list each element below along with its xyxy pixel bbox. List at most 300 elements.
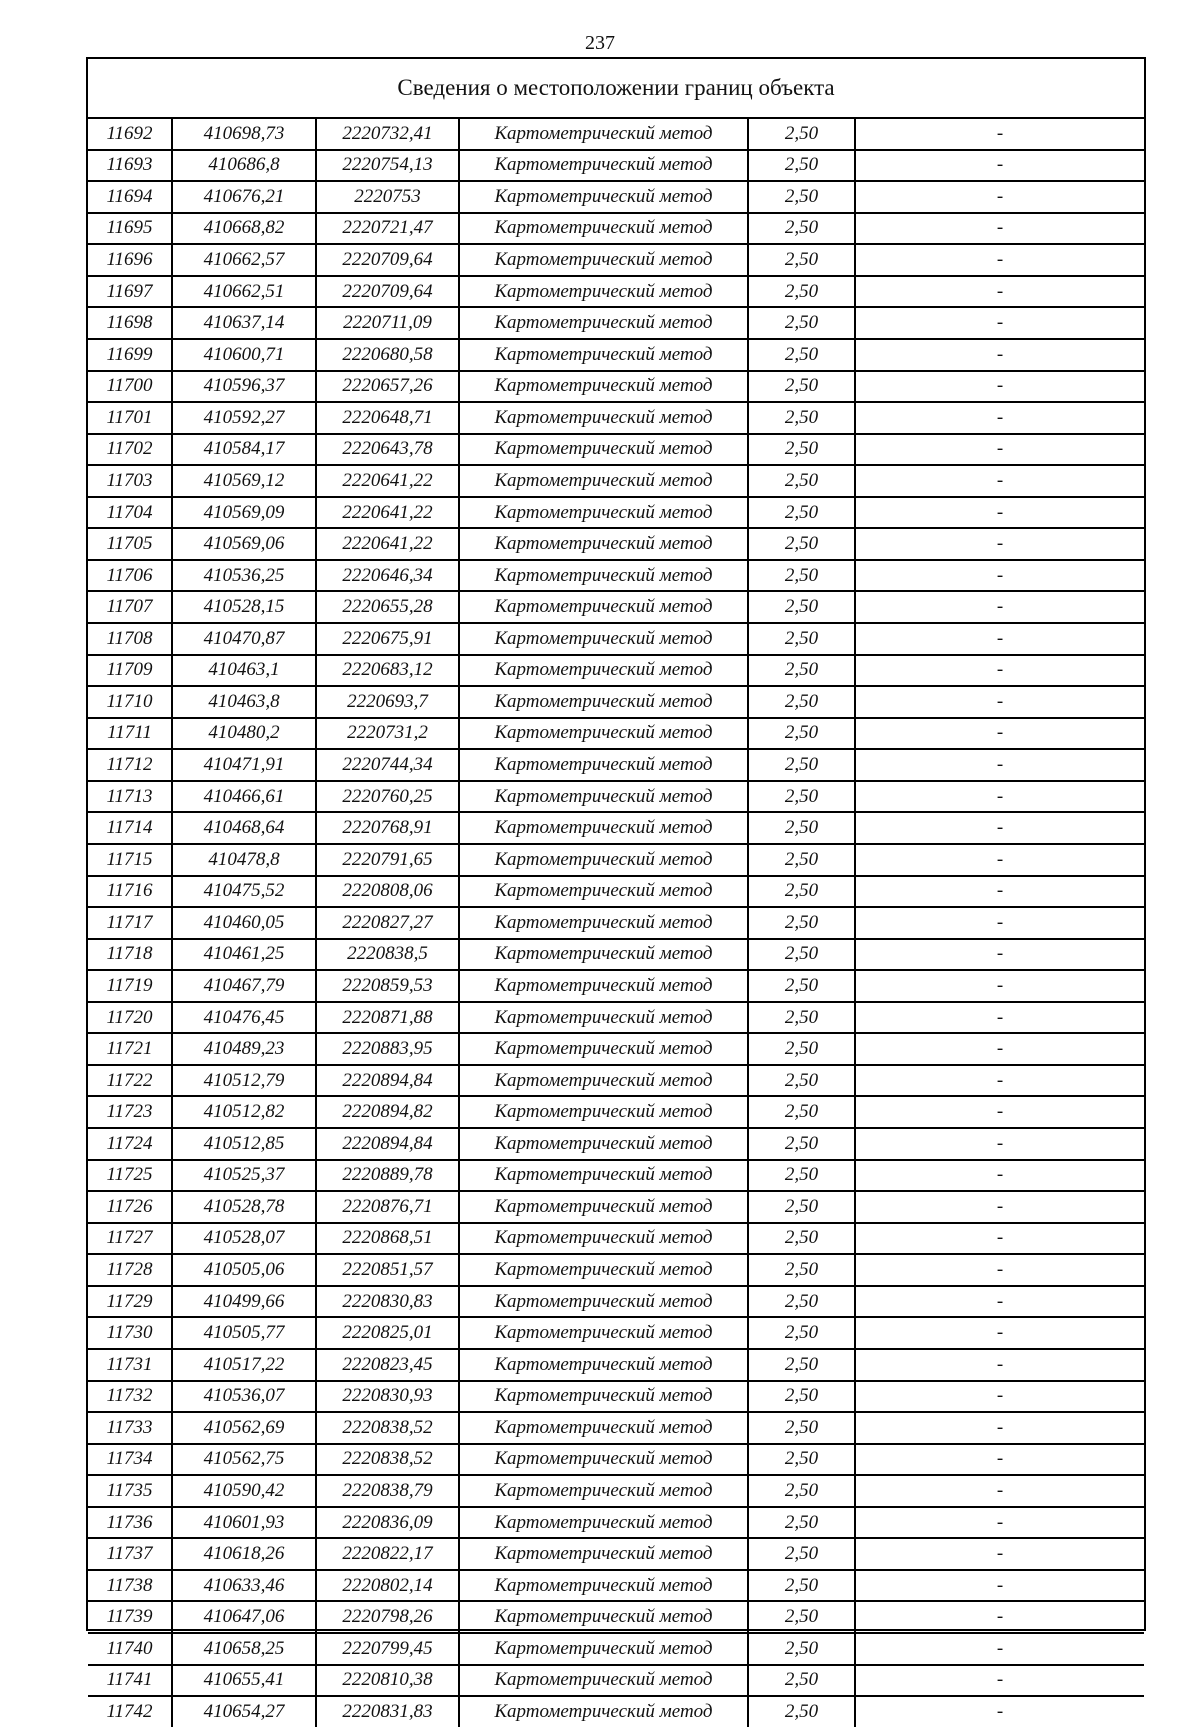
accuracy-cell: 2,50 bbox=[748, 119, 855, 150]
description-cell: - bbox=[855, 371, 1144, 403]
point-number-cell: 11693 bbox=[88, 150, 172, 182]
method-cell: Картометрический метод bbox=[459, 686, 748, 718]
method-cell: Картометрический метод bbox=[459, 623, 748, 655]
y-coordinate-cell: 2220851,57 bbox=[316, 1254, 459, 1286]
point-number-cell: 11742 bbox=[88, 1696, 172, 1727]
accuracy-cell: 2,50 bbox=[748, 907, 855, 939]
point-number-cell: 11711 bbox=[88, 718, 172, 750]
method-cell: Картометрический метод bbox=[459, 528, 748, 560]
x-coordinate-cell: 410499,66 bbox=[172, 1286, 316, 1318]
x-coordinate-cell: 410512,79 bbox=[172, 1065, 316, 1097]
method-cell: Картометрический метод bbox=[459, 812, 748, 844]
method-cell: Картометрический метод bbox=[459, 1538, 748, 1570]
method-cell: Картометрический метод bbox=[459, 718, 748, 750]
method-cell: Картометрический метод bbox=[459, 1349, 748, 1381]
coordinates-sheet bbox=[86, 57, 1146, 1722]
table-row bbox=[88, 1191, 1144, 1223]
description-cell: - bbox=[855, 655, 1144, 687]
description-cell: - bbox=[855, 402, 1144, 434]
accuracy-cell: 2,50 bbox=[748, 844, 855, 876]
y-coordinate-cell: 2220693,7 bbox=[316, 686, 459, 718]
x-coordinate-cell: 410562,69 bbox=[172, 1412, 316, 1444]
y-coordinate-cell: 2220838,5 bbox=[316, 939, 459, 971]
description-cell: - bbox=[855, 1507, 1144, 1539]
y-coordinate-cell: 2220791,65 bbox=[316, 844, 459, 876]
accuracy-cell: 2,50 bbox=[748, 276, 855, 308]
method-cell: Картометрический метод bbox=[459, 844, 748, 876]
method-cell: Картометрический метод bbox=[459, 907, 748, 939]
table-row bbox=[88, 150, 1144, 182]
accuracy-cell: 2,50 bbox=[748, 812, 855, 844]
point-number-cell: 11737 bbox=[88, 1538, 172, 1570]
x-coordinate-cell: 410505,06 bbox=[172, 1254, 316, 1286]
x-coordinate-cell: 410480,2 bbox=[172, 718, 316, 750]
description-cell: - bbox=[855, 1633, 1144, 1665]
method-cell: Картометрический метод bbox=[459, 1412, 748, 1444]
method-cell: Картометрический метод bbox=[459, 1065, 748, 1097]
x-coordinate-cell: 410460,05 bbox=[172, 907, 316, 939]
table-row bbox=[88, 371, 1144, 403]
x-coordinate-cell: 410528,15 bbox=[172, 591, 316, 623]
accuracy-cell: 2,50 bbox=[748, 876, 855, 908]
point-number-cell: 11735 bbox=[88, 1475, 172, 1507]
y-coordinate-cell: 2220641,22 bbox=[316, 497, 459, 529]
description-cell: - bbox=[855, 465, 1144, 497]
point-number-cell: 11726 bbox=[88, 1191, 172, 1223]
table-row bbox=[88, 1033, 1144, 1065]
x-coordinate-cell: 410463,8 bbox=[172, 686, 316, 718]
description-cell: - bbox=[855, 213, 1144, 245]
point-number-cell: 11715 bbox=[88, 844, 172, 876]
y-coordinate-cell: 2220655,28 bbox=[316, 591, 459, 623]
accuracy-cell: 2,50 bbox=[748, 497, 855, 529]
description-cell: - bbox=[855, 1065, 1144, 1097]
table-row bbox=[88, 1381, 1144, 1413]
accuracy-cell: 2,50 bbox=[748, 1191, 855, 1223]
y-coordinate-cell: 2220744,34 bbox=[316, 749, 459, 781]
point-number-cell: 11725 bbox=[88, 1160, 172, 1192]
y-coordinate-cell: 2220646,34 bbox=[316, 560, 459, 592]
accuracy-cell: 2,50 bbox=[748, 1538, 855, 1570]
point-number-cell: 11718 bbox=[88, 939, 172, 971]
point-number-cell: 11699 bbox=[88, 339, 172, 371]
y-coordinate-cell: 2220641,22 bbox=[316, 528, 459, 560]
description-cell: - bbox=[855, 623, 1144, 655]
description-cell: - bbox=[855, 718, 1144, 750]
method-cell: Картометрический метод bbox=[459, 939, 748, 971]
x-coordinate-cell: 410633,46 bbox=[172, 1570, 316, 1602]
y-coordinate-cell: 2220680,58 bbox=[316, 339, 459, 371]
y-coordinate-cell: 2220648,71 bbox=[316, 402, 459, 434]
x-coordinate-cell: 410467,79 bbox=[172, 970, 316, 1002]
accuracy-cell: 2,50 bbox=[748, 1317, 855, 1349]
description-cell: - bbox=[855, 876, 1144, 908]
x-coordinate-cell: 410698,73 bbox=[172, 119, 316, 150]
point-number-cell: 11719 bbox=[88, 970, 172, 1002]
accuracy-cell: 2,50 bbox=[748, 465, 855, 497]
accuracy-cell: 2,50 bbox=[748, 655, 855, 687]
table-row bbox=[88, 1412, 1144, 1444]
point-number-cell: 11730 bbox=[88, 1317, 172, 1349]
method-cell: Картометрический метод bbox=[459, 402, 748, 434]
accuracy-cell: 2,50 bbox=[748, 339, 855, 371]
point-number-cell: 11695 bbox=[88, 213, 172, 245]
accuracy-cell: 2,50 bbox=[748, 1254, 855, 1286]
point-number-cell: 11705 bbox=[88, 528, 172, 560]
table-row bbox=[88, 1349, 1144, 1381]
table-row bbox=[88, 1002, 1144, 1034]
x-coordinate-cell: 410647,06 bbox=[172, 1601, 316, 1633]
accuracy-cell: 2,50 bbox=[748, 749, 855, 781]
table-row bbox=[88, 497, 1144, 529]
description-cell: - bbox=[855, 1254, 1144, 1286]
accuracy-cell: 2,50 bbox=[748, 1412, 855, 1444]
description-cell: - bbox=[855, 1601, 1144, 1633]
point-number-cell: 11724 bbox=[88, 1128, 172, 1160]
description-cell: - bbox=[996, 122, 1004, 144]
x-coordinate-cell: 410517,22 bbox=[172, 1349, 316, 1381]
table-row bbox=[88, 1223, 1144, 1255]
y-coordinate-cell: 2220760,25 bbox=[316, 781, 459, 813]
description-cell: - bbox=[855, 781, 1144, 813]
table-row bbox=[88, 434, 1144, 466]
description-cell: - bbox=[855, 1128, 1144, 1160]
y-coordinate-cell: 2220831,83 bbox=[316, 1696, 459, 1727]
method-cell: Картометрический метод bbox=[459, 371, 748, 403]
table-title: Сведения о местоположении границ объекта bbox=[88, 59, 1144, 119]
method-cell: Картометрический метод bbox=[459, 1570, 748, 1602]
accuracy-cell: 2,50 bbox=[748, 244, 855, 276]
description-cell: - bbox=[855, 1191, 1144, 1223]
description-cell: - bbox=[855, 749, 1144, 781]
description-cell: - bbox=[855, 812, 1144, 844]
point-number-cell: 11738 bbox=[88, 1570, 172, 1602]
description-cell: - bbox=[855, 244, 1144, 276]
x-coordinate-cell: 410512,82 bbox=[172, 1096, 316, 1128]
point-number-cell: 11706 bbox=[88, 560, 172, 592]
method-cell: Картометрический метод bbox=[459, 1160, 748, 1192]
x-coordinate-cell: 410569,12 bbox=[172, 465, 316, 497]
description-cell: - bbox=[855, 1665, 1144, 1697]
method-cell: Картометрический метод bbox=[459, 591, 748, 623]
description-cell: - bbox=[855, 307, 1144, 339]
point-number-cell: 11701 bbox=[88, 402, 172, 434]
x-coordinate-cell: 410528,07 bbox=[172, 1223, 316, 1255]
page-number: 237 bbox=[585, 32, 615, 54]
description-cell: - bbox=[855, 1033, 1144, 1065]
x-coordinate-cell: 410658,25 bbox=[172, 1633, 316, 1665]
description-cell: - bbox=[855, 434, 1144, 466]
table-row bbox=[88, 1570, 1144, 1602]
method-cell: Картометрический метод bbox=[459, 465, 748, 497]
table-row bbox=[88, 119, 1144, 150]
y-coordinate-cell: 2220709,64 bbox=[316, 244, 459, 276]
description-cell: - bbox=[855, 276, 1144, 308]
x-coordinate-cell: 410489,23 bbox=[172, 1033, 316, 1065]
accuracy-cell: 2,50 bbox=[748, 939, 855, 971]
method-cell: Картометрический метод bbox=[459, 970, 748, 1002]
method-cell: Картометрический метод bbox=[459, 307, 748, 339]
table-row bbox=[88, 907, 1144, 939]
accuracy-cell: 2,50 bbox=[748, 1444, 855, 1476]
table-row bbox=[88, 1507, 1144, 1539]
description-cell: - bbox=[855, 1538, 1144, 1570]
accuracy-cell: 2,50 bbox=[748, 686, 855, 718]
y-coordinate-cell: 2220838,52 bbox=[316, 1444, 459, 1476]
method-cell: Картометрический метод bbox=[459, 339, 748, 371]
method-cell: Картометрический метод bbox=[459, 1096, 748, 1128]
x-coordinate-cell: 410470,87 bbox=[172, 623, 316, 655]
point-number-cell: 11734 bbox=[88, 1444, 172, 1476]
y-coordinate-cell: 2220675,91 bbox=[316, 623, 459, 655]
accuracy-cell: 2,50 bbox=[748, 1096, 855, 1128]
y-coordinate-cell: 2220859,53 bbox=[316, 970, 459, 1002]
accuracy-cell: 2,50 bbox=[748, 307, 855, 339]
method-cell: Картометрический метод bbox=[459, 497, 748, 529]
point-number-cell: 11710 bbox=[88, 686, 172, 718]
method-cell: Картометрический метод bbox=[459, 1696, 748, 1727]
x-coordinate-cell: 410463,1 bbox=[172, 655, 316, 687]
point-number-cell: 11702 bbox=[88, 434, 172, 466]
point-number-cell: 11709 bbox=[88, 655, 172, 687]
point-number-cell: 11694 bbox=[88, 181, 172, 213]
x-coordinate-cell: 410662,57 bbox=[172, 244, 316, 276]
description-cell: - bbox=[855, 1570, 1144, 1602]
description-cell: - bbox=[855, 560, 1144, 592]
table-row bbox=[88, 307, 1144, 339]
x-coordinate-cell: 410600,71 bbox=[172, 339, 316, 371]
x-coordinate-cell: 410584,17 bbox=[172, 434, 316, 466]
accuracy-cell: 2,50 bbox=[748, 1065, 855, 1097]
point-number-cell: 11717 bbox=[88, 907, 172, 939]
x-coordinate-cell: 410475,52 bbox=[172, 876, 316, 908]
y-coordinate-cell: 2220883,95 bbox=[316, 1033, 459, 1065]
y-coordinate-cell: 2220799,45 bbox=[316, 1633, 459, 1665]
table-row bbox=[88, 1128, 1144, 1160]
description-cell: - bbox=[855, 339, 1144, 371]
y-coordinate-cell: 2220732,41 bbox=[316, 119, 459, 150]
x-coordinate-cell: 410601,93 bbox=[172, 1507, 316, 1539]
table-row bbox=[88, 1096, 1144, 1128]
accuracy-cell: 2,50 bbox=[748, 1033, 855, 1065]
description-cell: - bbox=[855, 1475, 1144, 1507]
accuracy-cell: 2,50 bbox=[748, 970, 855, 1002]
x-coordinate-cell: 410676,21 bbox=[172, 181, 316, 213]
x-coordinate-cell: 410461,25 bbox=[172, 939, 316, 971]
x-coordinate-cell: 410654,27 bbox=[172, 1696, 316, 1727]
method-cell: Картометрический метод bbox=[459, 1286, 748, 1318]
table-row bbox=[88, 1475, 1144, 1507]
description-cell: - bbox=[855, 1223, 1144, 1255]
description-cell: - bbox=[855, 150, 1144, 182]
y-coordinate-cell: 2220871,88 bbox=[316, 1002, 459, 1034]
x-coordinate-cell: 410637,14 bbox=[172, 307, 316, 339]
accuracy-cell: 2,50 bbox=[748, 1002, 855, 1034]
method-cell: Картометрический метод bbox=[459, 655, 748, 687]
y-coordinate-cell: 2220838,79 bbox=[316, 1475, 459, 1507]
accuracy-cell: 2,50 bbox=[748, 560, 855, 592]
description-cell: - bbox=[855, 907, 1144, 939]
y-coordinate-cell: 2220827,27 bbox=[316, 907, 459, 939]
table-row bbox=[88, 623, 1144, 655]
method-cell: Картометрический метод bbox=[459, 1475, 748, 1507]
table-row bbox=[88, 339, 1144, 371]
table-row bbox=[88, 1633, 1144, 1665]
point-number-cell: 11741 bbox=[88, 1665, 172, 1697]
description-cell: - bbox=[855, 1160, 1144, 1192]
method-cell: Картометрический метод bbox=[459, 244, 748, 276]
description-cell: - bbox=[855, 1349, 1144, 1381]
y-coordinate-cell: 2220721,47 bbox=[316, 213, 459, 245]
x-coordinate-cell: 410478,8 bbox=[172, 844, 316, 876]
y-coordinate-cell: 2220825,01 bbox=[316, 1317, 459, 1349]
method-cell: Картометрический метод bbox=[459, 1444, 748, 1476]
y-coordinate-cell: 2220808,06 bbox=[316, 876, 459, 908]
y-coordinate-cell: 2220657,26 bbox=[316, 371, 459, 403]
y-coordinate-cell: 2220802,14 bbox=[316, 1570, 459, 1602]
y-coordinate-cell: 2220876,71 bbox=[316, 1191, 459, 1223]
y-coordinate-cell: 2220889,78 bbox=[316, 1160, 459, 1192]
point-number-cell: 11721 bbox=[88, 1033, 172, 1065]
y-coordinate-cell: 2220683,12 bbox=[316, 655, 459, 687]
description-cell: - bbox=[855, 1381, 1144, 1413]
y-coordinate-cell: 2220768,91 bbox=[316, 812, 459, 844]
y-coordinate-cell: 2220711,09 bbox=[316, 307, 459, 339]
point-number-cell: 11731 bbox=[88, 1349, 172, 1381]
description-cell: - bbox=[855, 844, 1144, 876]
table-row bbox=[88, 686, 1144, 718]
x-coordinate-cell: 410512,85 bbox=[172, 1128, 316, 1160]
point-number-cell: 11728 bbox=[88, 1254, 172, 1286]
table-row bbox=[88, 1665, 1144, 1697]
table-row bbox=[88, 1065, 1144, 1097]
x-coordinate-cell: 410618,26 bbox=[172, 1538, 316, 1570]
method-cell: Картометрический метод bbox=[459, 560, 748, 592]
y-coordinate-cell: 2220643,78 bbox=[316, 434, 459, 466]
table-row bbox=[88, 844, 1144, 876]
table-row bbox=[88, 1696, 1144, 1727]
point-number-cell: 11722 bbox=[88, 1065, 172, 1097]
method-cell: Картометрический метод bbox=[459, 119, 748, 150]
x-coordinate-cell: 410528,78 bbox=[172, 1191, 316, 1223]
table-row bbox=[88, 213, 1144, 245]
method-cell: Картометрический метод bbox=[459, 1317, 748, 1349]
method-cell: Картометрический метод bbox=[459, 1033, 748, 1065]
table-row bbox=[88, 749, 1144, 781]
method-cell: Картометрический метод bbox=[459, 1601, 748, 1633]
table-row bbox=[88, 465, 1144, 497]
table-row bbox=[88, 781, 1144, 813]
accuracy-cell: 2,50 bbox=[748, 150, 855, 182]
y-coordinate-cell: 2220641,22 bbox=[316, 465, 459, 497]
point-number-cell: 11707 bbox=[88, 591, 172, 623]
method-cell: Картометрический метод bbox=[459, 213, 748, 245]
point-number-cell: 11723 bbox=[88, 1096, 172, 1128]
method-cell: Картометрический метод bbox=[459, 276, 748, 308]
x-coordinate-cell: 410476,45 bbox=[172, 1002, 316, 1034]
point-number-cell: 11732 bbox=[88, 1381, 172, 1413]
description-cell: - bbox=[855, 1096, 1144, 1128]
coordinates-table bbox=[88, 119, 1144, 1727]
accuracy-cell: 2,50 bbox=[748, 371, 855, 403]
x-coordinate-cell: 410525,37 bbox=[172, 1160, 316, 1192]
description-cell: - bbox=[855, 528, 1144, 560]
x-coordinate-cell: 410468,64 bbox=[172, 812, 316, 844]
point-number-cell: 11736 bbox=[88, 1507, 172, 1539]
table-row bbox=[88, 276, 1144, 308]
x-coordinate-cell: 410590,42 bbox=[172, 1475, 316, 1507]
point-number-cell: 11729 bbox=[88, 1286, 172, 1318]
point-number-cell: 11714 bbox=[88, 812, 172, 844]
method-cell: Картометрический метод bbox=[459, 1223, 748, 1255]
x-coordinate-cell: 410466,61 bbox=[172, 781, 316, 813]
point-number-cell: 11713 bbox=[88, 781, 172, 813]
accuracy-cell: 2,50 bbox=[748, 1160, 855, 1192]
y-coordinate-cell: 2220798,26 bbox=[316, 1601, 459, 1633]
point-number-cell: 11708 bbox=[88, 623, 172, 655]
table-row bbox=[88, 1317, 1144, 1349]
point-number-cell: 11700 bbox=[88, 371, 172, 403]
accuracy-cell: 2,50 bbox=[748, 1128, 855, 1160]
x-coordinate-cell: 410662,51 bbox=[172, 276, 316, 308]
y-coordinate-cell: 2220868,51 bbox=[316, 1223, 459, 1255]
table-row bbox=[88, 812, 1144, 844]
accuracy-cell: 2,50 bbox=[748, 402, 855, 434]
y-coordinate-cell: 2220838,52 bbox=[316, 1412, 459, 1444]
x-coordinate-cell: 410686,8 bbox=[172, 150, 316, 182]
y-coordinate-cell: 2220894,84 bbox=[316, 1128, 459, 1160]
x-coordinate-cell: 410668,82 bbox=[172, 213, 316, 245]
description-cell: - bbox=[855, 1444, 1144, 1476]
table-row bbox=[88, 1601, 1144, 1633]
accuracy-cell: 2,50 bbox=[748, 781, 855, 813]
x-coordinate-cell: 410596,37 bbox=[172, 371, 316, 403]
accuracy-cell: 2,50 bbox=[748, 1570, 855, 1602]
point-number-cell: 11697 bbox=[88, 276, 172, 308]
point-number-cell: 11698 bbox=[88, 307, 172, 339]
description-cell: - bbox=[855, 181, 1144, 213]
table-row bbox=[88, 1444, 1144, 1476]
point-number-cell: 11704 bbox=[88, 497, 172, 529]
table-row bbox=[88, 718, 1144, 750]
accuracy-cell: 2,50 bbox=[748, 623, 855, 655]
description-cell: - bbox=[855, 1412, 1144, 1444]
method-cell: Картометрический метод bbox=[459, 1002, 748, 1034]
point-number-cell: 11740 bbox=[88, 1633, 172, 1665]
y-coordinate-cell: 2220810,38 bbox=[316, 1665, 459, 1697]
point-number-cell: 11727 bbox=[88, 1223, 172, 1255]
table-row bbox=[88, 181, 1144, 213]
table-row bbox=[88, 1160, 1144, 1192]
method-cell: Картометрический метод bbox=[459, 1128, 748, 1160]
accuracy-cell: 2,50 bbox=[748, 1223, 855, 1255]
accuracy-cell: 2,50 bbox=[748, 1633, 855, 1665]
method-cell: Картометрический метод bbox=[459, 1381, 748, 1413]
y-coordinate-cell: 2220822,17 bbox=[316, 1538, 459, 1570]
accuracy-cell: 2,50 bbox=[748, 528, 855, 560]
coordinates-table-body bbox=[88, 119, 1144, 1727]
x-coordinate-cell: 410655,41 bbox=[172, 1665, 316, 1697]
x-coordinate-cell: 410505,77 bbox=[172, 1317, 316, 1349]
method-cell: Картометрический метод bbox=[459, 876, 748, 908]
table-row bbox=[88, 402, 1144, 434]
accuracy-cell: 2,50 bbox=[748, 1601, 855, 1633]
method-cell: Картометрический метод bbox=[459, 1507, 748, 1539]
description-cell: - bbox=[855, 591, 1144, 623]
point-number-cell: 11703 bbox=[88, 465, 172, 497]
accuracy-cell: 2,50 bbox=[748, 213, 855, 245]
x-coordinate-cell: 410592,27 bbox=[172, 402, 316, 434]
